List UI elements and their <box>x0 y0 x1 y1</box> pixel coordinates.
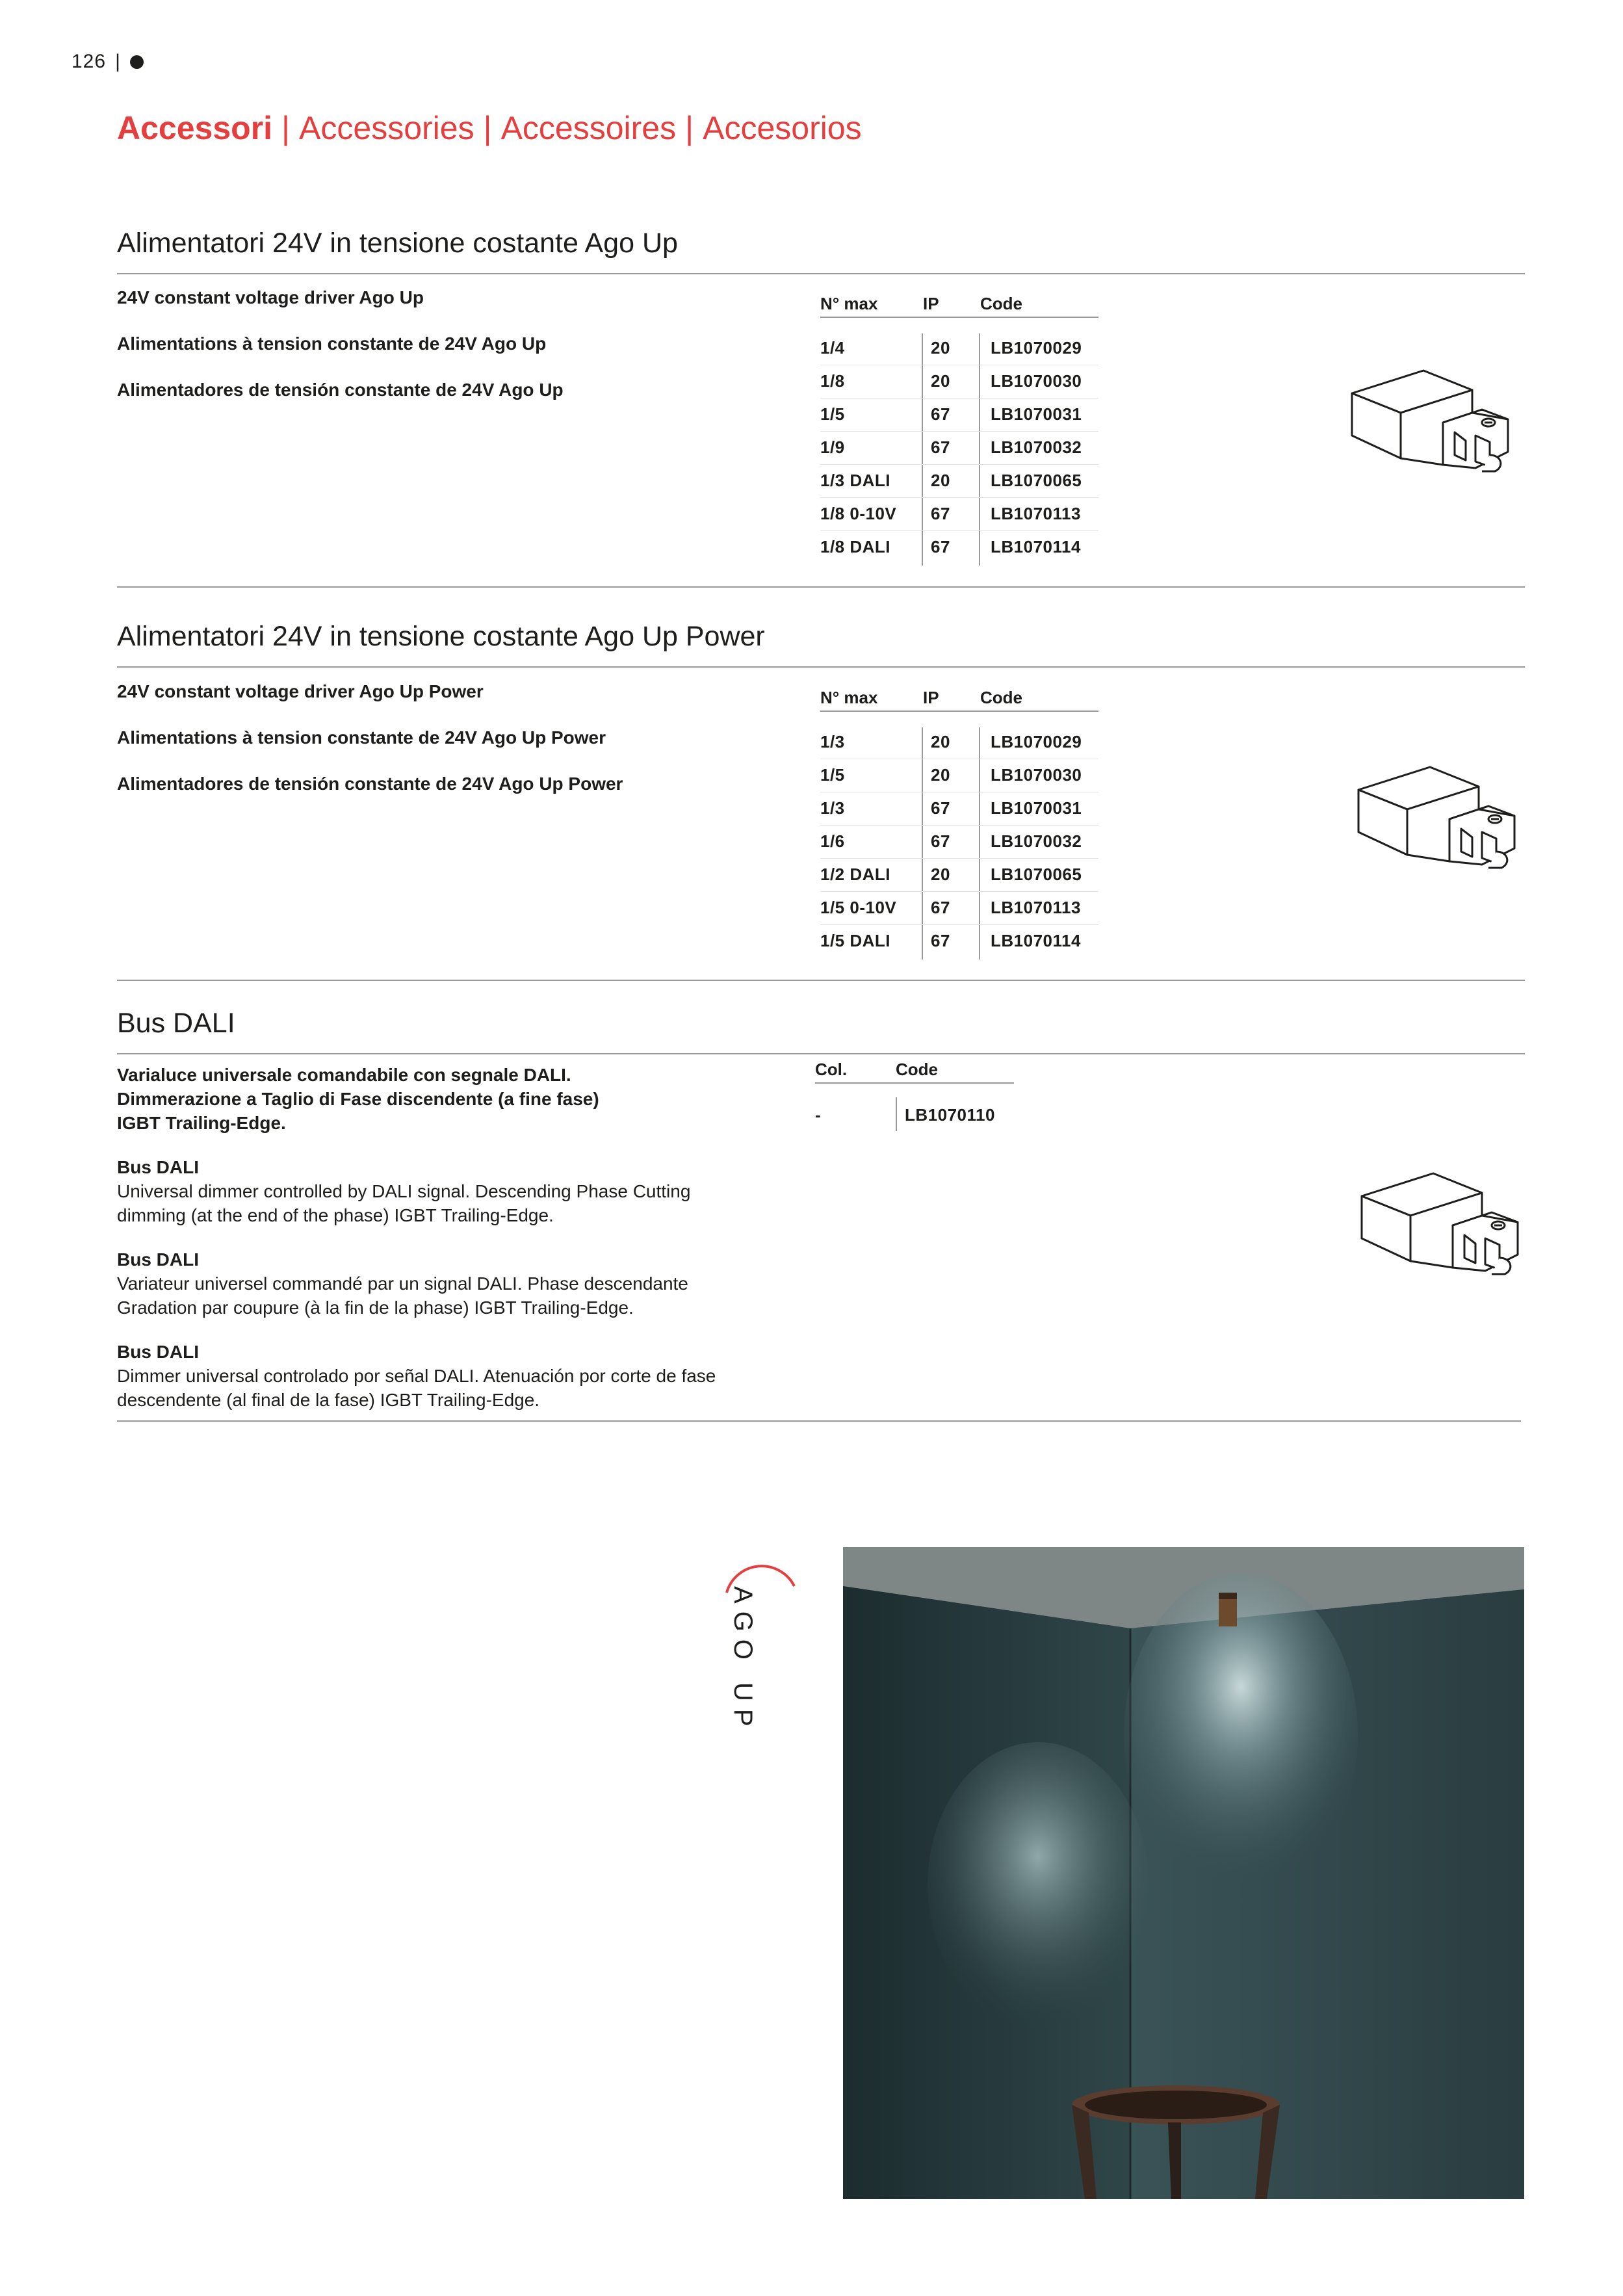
table-cell: 1/8 DALI <box>820 537 891 556</box>
section-divider <box>117 666 1525 668</box>
bus-dali-fr-line: Variateur universel commandé par un signal DALI. Phase descendante <box>117 1273 688 1294</box>
table-cell: LB1070114 <box>991 537 1081 556</box>
table-cell: LB1070114 <box>991 931 1081 950</box>
table-cell: 1/3 <box>820 798 845 818</box>
section-title-ago-up-power: Alimentatori 24V in tensione costante Ago Up Power <box>117 621 765 652</box>
ambient-photo-render <box>843 1547 1524 2199</box>
table-cell: LB1070031 <box>991 798 1082 818</box>
table-cell: 67 <box>931 504 950 523</box>
section-divider <box>117 1053 1525 1054</box>
table-cell: 20 <box>931 338 950 358</box>
bus-dali-es-heading: Bus DALI <box>117 1342 199 1362</box>
page-title-main: Accessori <box>117 110 273 146</box>
table-cell: 67 <box>931 437 950 457</box>
table-cell: LB1070065 <box>991 865 1082 884</box>
table-column-divider <box>896 1097 897 1131</box>
table-header-code: Code <box>980 688 1022 707</box>
page-title-fr: Accessoires <box>500 110 677 146</box>
page-title-en: Accessories <box>299 110 474 146</box>
table-cell: 1/3 DALI <box>820 471 891 490</box>
table-row-rule <box>820 464 1098 465</box>
section-title-bus-dali: Bus DALI <box>117 1008 235 1039</box>
page-title-es: Accesorios <box>703 110 862 146</box>
page-number-value: 126 <box>71 51 107 72</box>
table-header-nmax: N° max <box>820 688 878 707</box>
table-cell: 1/5 0-10V <box>820 898 897 917</box>
table-cell: 67 <box>931 404 950 424</box>
table-cell: 1/2 DALI <box>820 865 891 884</box>
table-row-rule <box>820 825 1098 826</box>
table-cell: 67 <box>931 798 950 818</box>
title-separator: | <box>685 110 694 146</box>
table-cell: 67 <box>931 537 950 556</box>
section-divider <box>117 980 1525 981</box>
table-row-rule <box>820 924 1098 925</box>
table-cell: LB1070029 <box>991 338 1082 358</box>
table-cell: LB1070065 <box>991 471 1082 490</box>
table-cell: 1/6 <box>820 831 845 851</box>
section-description-fr: Alimentations à tension constante de 24V Ago Up <box>117 333 547 354</box>
dimmer-illustration <box>1355 1167 1524 1297</box>
table-cell: LB1070030 <box>991 765 1082 785</box>
table-cell: 1/5 DALI <box>820 931 891 950</box>
table-row-rule <box>820 891 1098 892</box>
table-header-rule <box>815 1082 1014 1084</box>
table-cell: 67 <box>931 898 950 917</box>
table-header-col: Col. <box>815 1060 848 1079</box>
table-header-ip: IP <box>923 294 939 313</box>
table-cell: LB1070110 <box>905 1105 995 1125</box>
table-cell: 1/5 <box>820 765 845 785</box>
title-separator: | <box>281 110 291 146</box>
table-cell: 20 <box>931 471 950 490</box>
table-cell: 20 <box>931 765 950 785</box>
table-row-rule <box>820 431 1098 432</box>
bus-dali-en-line: dimming (at the end of the phase) IGBT Trailing-Edge. <box>117 1205 554 1225</box>
table-cell: 1/5 <box>820 404 845 424</box>
table-header-rule <box>820 711 1098 712</box>
section-description-en: 24V constant voltage driver Ago Up <box>117 287 424 307</box>
table-cell: 1/8 0-10V <box>820 504 897 523</box>
bus-dali-es-line: Dimmer universal controlado por señal DALI. Atenuación por corte de fase <box>117 1366 716 1386</box>
section-description-en: 24V constant voltage driver Ago Up Power <box>117 681 484 701</box>
table-cell: 20 <box>931 865 950 884</box>
section-divider <box>117 273 1525 274</box>
bus-dali-it-line: Varialuce universale comandabile con segnale DALI. <box>117 1065 571 1085</box>
driver-illustration <box>1352 761 1521 891</box>
bus-dali-it-line: Dimmerazione a Taglio di Fase discendente (a fine fase) <box>117 1089 599 1109</box>
bus-dali-fr-line: Gradation par coupure (à la fin de la phase) IGBT Trailing-Edge. <box>117 1298 634 1318</box>
table-cell: 1/9 <box>820 437 845 457</box>
table-cell: LB1070032 <box>991 831 1082 851</box>
table-cell: 20 <box>931 732 950 751</box>
table-row-rule <box>820 530 1098 531</box>
page-number <box>71 51 144 73</box>
table-cell: LB1070031 <box>991 404 1082 424</box>
table-cell: 67 <box>931 831 950 851</box>
table-header-code: Code <box>980 294 1022 313</box>
bus-dali-it-line: IGBT Trailing-Edge. <box>117 1113 286 1133</box>
section-divider <box>117 1420 1521 1422</box>
table-cell: LB1070113 <box>991 504 1081 523</box>
table-cell: LB1070113 <box>991 898 1081 917</box>
driver-illustration <box>1345 364 1514 494</box>
table-cell: 20 <box>931 371 950 391</box>
section-description-es: Alimentadores de tensión constante de 24V Ago Up Power <box>117 774 623 794</box>
table-cell: - <box>815 1105 822 1125</box>
table-cell: LB1070030 <box>991 371 1082 391</box>
table-row-rule <box>820 497 1098 498</box>
table-cell: LB1070032 <box>991 437 1082 457</box>
table-header-rule <box>820 317 1098 318</box>
table-header-nmax: N° max <box>820 294 878 313</box>
table-row-rule <box>820 858 1098 859</box>
bus-dali-en-heading: Bus DALI <box>117 1157 199 1177</box>
table-cell: LB1070029 <box>991 732 1082 751</box>
section-divider <box>117 586 1525 588</box>
page-number-separator: | <box>115 51 121 72</box>
title-separator: | <box>483 110 492 146</box>
side-label-ago-up: AGO UP <box>729 1586 757 1734</box>
bus-dali-fr-heading: Bus DALI <box>117 1249 199 1270</box>
table-cell: 1/8 <box>820 371 845 391</box>
ambient-photo <box>843 1547 1524 2199</box>
bullet-dot-icon <box>130 55 144 69</box>
page-title <box>117 109 862 147</box>
table-cell: 1/3 <box>820 732 845 751</box>
section-title-ago-up: Alimentatori 24V in tensione costante Ago Up <box>117 228 678 259</box>
table-cell: 1/4 <box>820 338 845 358</box>
table-header-ip: IP <box>923 688 939 707</box>
section-description-es: Alimentadores de tensión constante de 24V Ago Up <box>117 380 564 400</box>
section-description-fr: Alimentations à tension constante de 24V Ago Up Power <box>117 727 606 748</box>
bus-dali-en-line: Universal dimmer controlled by DALI signal. Descending Phase Cutting <box>117 1181 691 1201</box>
table-cell: 67 <box>931 931 950 950</box>
table-header-code: Code <box>896 1060 938 1079</box>
bus-dali-es-line: descendente (al final de la fase) IGBT Trailing-Edge. <box>117 1390 540 1410</box>
